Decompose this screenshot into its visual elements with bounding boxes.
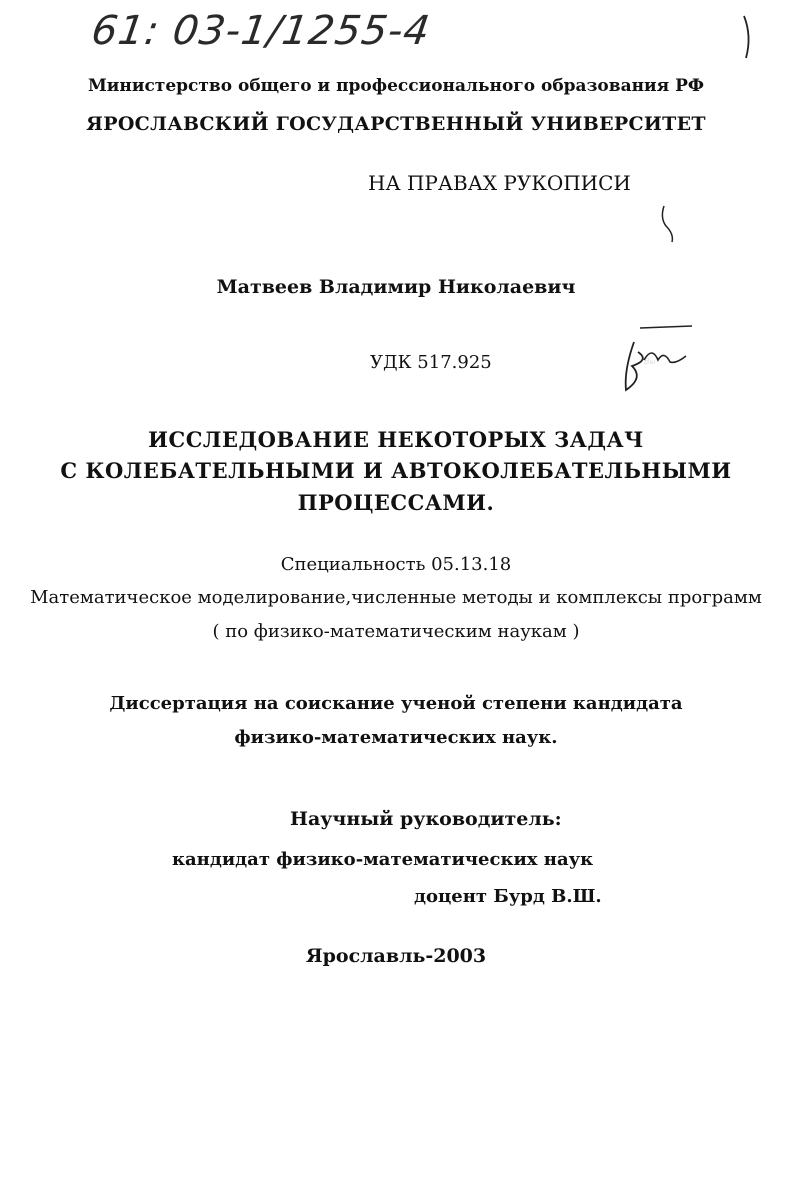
udc-code: УДК 517.925 (370, 352, 492, 373)
supervisor-name: доцент Бурд В.Ш. (414, 886, 602, 907)
dissertation-title-line-2: С КОЛЕБАТЕЛЬНЫМИ И АВТОКОЛЕБАТЕЛЬНЫМИ (60, 458, 732, 483)
specialty-description: Математическое моделирование,численные методы и комплексы программ (30, 587, 762, 608)
city-year: Ярославль-2003 (305, 945, 487, 967)
manuscript-rights-note: НА ПРАВАХ РУКОПИСИ (368, 171, 631, 195)
degree-statement-line-2: физико-математических наук. (234, 727, 558, 748)
specialty-code: Специальность 05.13.18 (280, 554, 512, 575)
dissertation-title-line-3: ПРОЦЕССАМИ. (297, 490, 495, 515)
author-name: Матвеев Владимир Николаевич (216, 276, 576, 298)
handwritten-signature (604, 320, 704, 400)
supervisor-degree: кандидат физико-математических наук (172, 849, 594, 870)
science-field: ( по физико-математическим наукам ) (212, 621, 580, 642)
ministry-line: Министерство общего и профессионального образования РФ (87, 76, 705, 96)
degree-statement-line-1: Диссертация на соискание ученой степени кандидата (109, 693, 683, 714)
margin-bracket-mark (738, 12, 758, 62)
dissertation-title-line-1: ИССЛЕДОВАНИЕ НЕКОТОРЫХ ЗАДАЧ (148, 427, 644, 452)
pen-tick-mark (656, 204, 684, 246)
svg-text:Вы: Вы (644, 357, 656, 366)
university-name: ЯРОСЛАВСКИЙ ГОСУДАРСТВЕННЫЙ УНИВЕРСИТЕТ (86, 113, 706, 135)
supervisor-label: Научный руководитель: (290, 808, 562, 830)
library-shelfmark-handwritten: 61: 03-1/1255-4 (88, 8, 434, 54)
